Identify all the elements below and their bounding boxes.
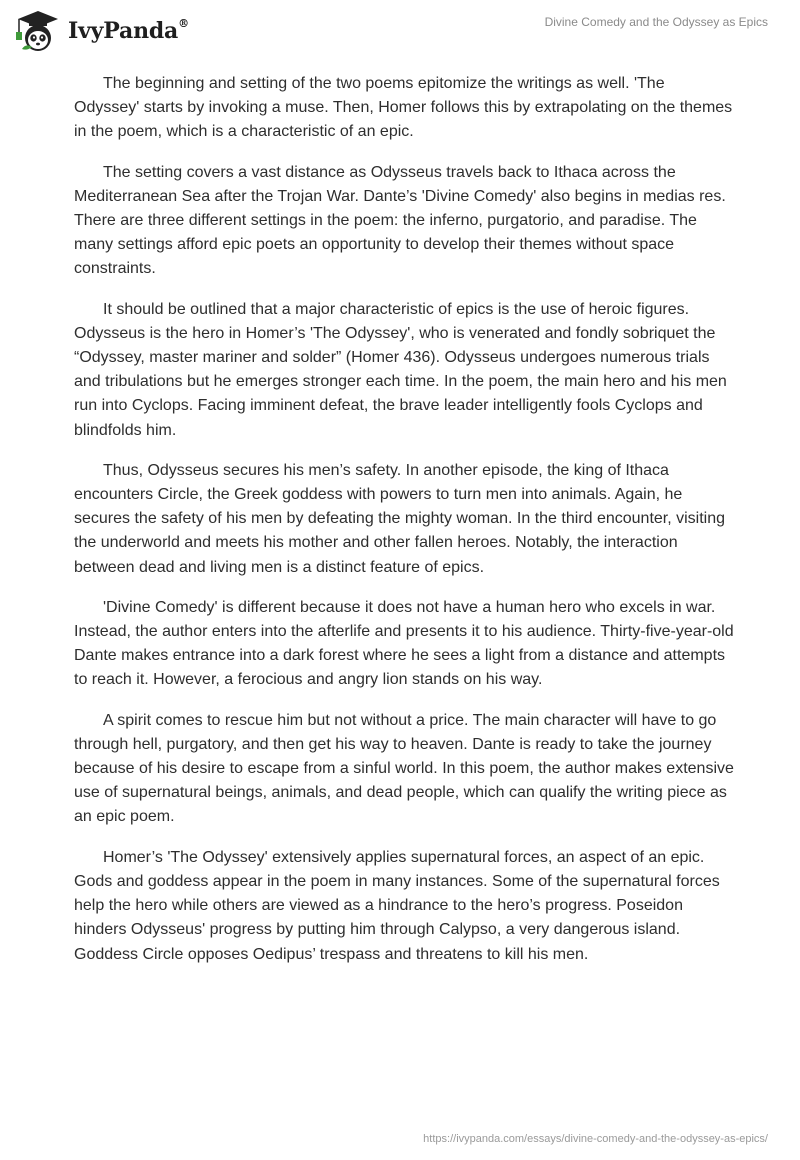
paragraph: A spirit comes to rescue him but not without a price. The main character will have to go through hell, purgatory, and then get his way to heaven. Dante is ready to take the journey because of his desire to escape from a sinful world. In this poem, the author makes extensive use of supernatural beings, animals, and dead people, which can qualify the writing piece as an epic poem. — [74, 711, 734, 826]
source-url-link[interactable]: https://ivypanda.com/essays/divine-comedy-and-the-odyssey-as-epics/ — [423, 1133, 768, 1145]
paragraph: The beginning and setting of the two poems epitomize the writings as well. 'The Odyssey' starts by invoking a muse. Then, Homer follows this by extrapolating on the themes in the poem, which is a characteristic of an epic. — [74, 75, 733, 141]
essay-body — [74, 72, 734, 983]
registered-mark: ® — [178, 16, 189, 30]
logo-text — [68, 18, 189, 44]
ivypanda-logo[interactable] — [14, 8, 189, 54]
paragraph: The setting covers a vast distance as Odysseus travels back to Ithaca across the Mediterranean Sea after the Trojan War. Dante’s 'Divine Comedy' also begins in medias res. There are three different settings in the poem: the inferno, purgatorio, and paradise. The many settings afford epic poets an opportunity to develop their themes without space constraints. — [74, 163, 726, 278]
paragraph: 'Divine Comedy' is different because it does not have a human hero who excels in war. Instead, the author enters into the afterlife and presents it to his audience. Thirty-five-year-old Dante makes entrance into a dark forest where he sees a light from a distance and attempts to reach it. However, a ferocious and angry lion stands on his way. — [74, 598, 734, 689]
logo-name: IvyPanda — [68, 18, 179, 44]
panda-graduate-icon — [14, 9, 62, 53]
paragraph: It should be outlined that a major characteristic of epics is the use of heroic figures. Odysseus is the hero in Homer’s 'The Odyssey', who is venerated and fondly sobriquet the “Odyssey, master mariner and solder” (Homer 436). Odysseus undergoes numerous trials and tribulations but he emerges stronger each time. In the poem, the main hero and his men run into Cyclops. Facing imminent defeat, the brave leader intelligently fools Cyclops and blindfolds him. — [74, 300, 727, 439]
paragraph: Homer’s 'The Odyssey' extensively applies supernatural forces, an aspect of an epic. Gods and goddess appear in the poem in many instances. Some of the supernatural forces help the hero while others are viewed as a hindrance to the hero’s progress. Poseidon hinders Odysseus' progress by putting him through Calypso, a very dangerous island. Goddess Circle opposes Oedipus’ trespass and threatens to kill his men. — [74, 848, 720, 963]
paragraph: Thus, Odysseus secures his men’s safety. In another episode, the king of Ithaca encounters Circle, the Greek goddess with powers to turn men into animals. Again, he secures the safety of his men by defeating the mighty woman. In the third encounter, visiting the underworld and meets his mother and other fallen heroes. Notably, the interaction between dead and living men is a distinct feature of epics. — [74, 461, 726, 576]
document-title: Divine Comedy and the Odyssey as Epics — [544, 15, 768, 29]
page-header — [0, 0, 800, 64]
